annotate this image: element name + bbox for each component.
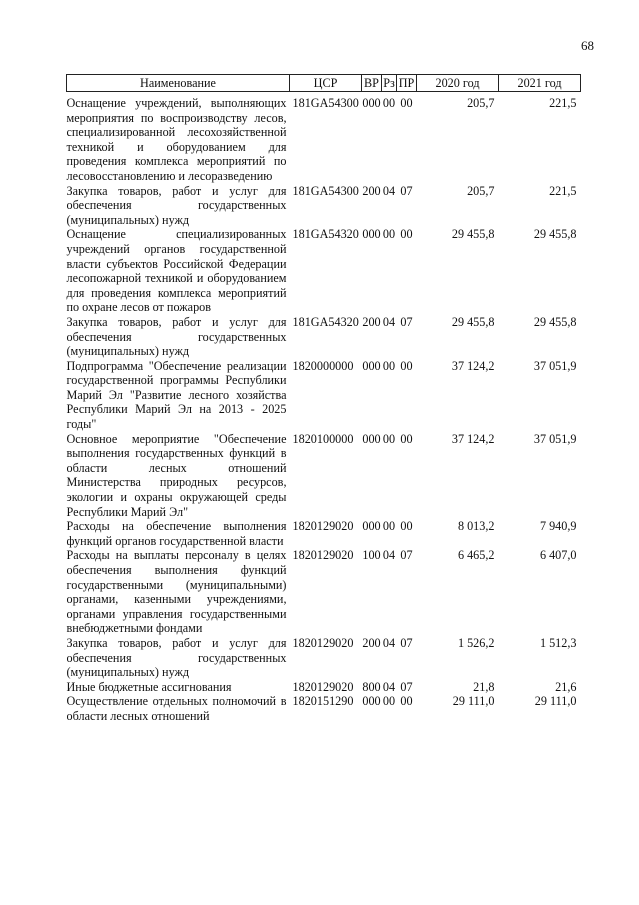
row-name: Закупка товаров, работ и услуг для обеспечения государственных (муниципальных) нужд	[66, 183, 287, 227]
row-rz-code: 00	[382, 96, 396, 110]
row-csr-code: 181GA54320	[292, 314, 359, 329]
row-rz-code: 00	[382, 227, 396, 242]
row-vr-code: 000	[362, 694, 381, 709]
row-amount-2020: 8 013,2	[457, 519, 495, 534]
row-name: Закупка товаров, работ и услуг для обеспечения государственных (муниципальных) нужд	[66, 314, 287, 359]
row-pr-code: 07	[400, 548, 413, 563]
row-pr-code: 00	[400, 519, 413, 534]
row-csr-code: 1820129020	[292, 635, 354, 650]
row-csr-code: 181GA54300	[292, 96, 359, 110]
row-amount-2020: 21,8	[473, 679, 495, 694]
row-name: Расходы на обеспечение выполнения функций органов государственной власти	[66, 519, 287, 548]
row-rz-code: 00	[382, 694, 396, 709]
table-row	[67, 227, 581, 315]
table-row	[67, 636, 581, 680]
row-amount-2021: 37 051,9	[533, 358, 577, 373]
row-name: Подпрограмма "Обеспечение реализации государственной программы Республики Марий Эл "Развитие лесного хозяйства Республики Марий Эл на 2013 - 2025 годы"	[66, 358, 287, 432]
row-amount-2020: 6 465,2	[457, 548, 495, 563]
row-rz-code: 00	[382, 358, 396, 373]
row-pr-code: 00	[400, 96, 413, 110]
row-rz-code: 00	[382, 431, 396, 446]
page-number: 68	[581, 38, 594, 53]
row-amount-2020: 29 111,0	[452, 694, 495, 709]
row-amount-2021: 221,5	[549, 96, 577, 110]
row-amount-2021: 1 512,3	[539, 635, 577, 650]
table-row	[67, 359, 581, 432]
table-row	[67, 548, 581, 636]
row-name: Иные бюджетные ассигнования	[66, 679, 232, 694]
row-vr-code: 000	[362, 358, 381, 373]
table-row	[67, 680, 581, 695]
row-vr-code: 100	[362, 548, 381, 563]
row-csr-code: 1820151290	[292, 694, 354, 709]
column-header-csr: ЦСР	[290, 75, 362, 92]
row-amount-2021: 29 455,8	[533, 227, 577, 242]
row-rz-code: 04	[382, 183, 396, 198]
row-vr-code: 000	[362, 96, 381, 110]
row-pr-code: 07	[400, 679, 413, 694]
row-csr-code: 1820129020	[292, 519, 354, 534]
row-amount-2020: 29 455,8	[451, 227, 495, 242]
row-csr-code: 181GA54320	[292, 227, 359, 242]
row-rz-code: 04	[382, 548, 396, 563]
row-name: Осуществление отдельных полномочий в области лесных отношений	[66, 694, 287, 723]
table-row	[67, 432, 581, 520]
row-amount-2020: 1 526,2	[457, 635, 495, 650]
row-name: Основное мероприятие "Обеспечение выполнения государственных функций в области лесных отношений Министерства природных ресурсов, экологии и охраны окружающей среды Республики Марий Эл"	[66, 431, 287, 519]
header-row	[67, 75, 581, 92]
row-amount-2021: 21,6	[555, 679, 577, 694]
row-rz-code: 00	[382, 519, 396, 534]
row-pr-code: 00	[400, 431, 413, 446]
row-pr-code: 00	[400, 694, 413, 709]
row-amount-2020: 29 455,8	[451, 314, 495, 329]
row-rz-code: 04	[382, 314, 396, 329]
row-rz-code: 04	[382, 635, 396, 650]
row-amount-2021: 6 407,0	[539, 548, 577, 563]
row-amount-2020: 205,7	[467, 183, 495, 198]
table-row	[67, 694, 581, 723]
row-pr-code: 07	[400, 183, 413, 198]
row-amount-2021: 29 111,0	[534, 694, 577, 709]
table-header	[67, 75, 581, 92]
table-row	[67, 184, 581, 228]
column-header-2020: 2020 год	[417, 75, 499, 92]
row-vr-code: 200	[362, 183, 381, 198]
column-header-vr: ВР	[362, 75, 382, 92]
row-csr-code: 181GA54300	[292, 183, 359, 198]
row-amount-2021: 37 051,9	[533, 431, 577, 446]
column-header-pr: ПР	[397, 75, 417, 92]
row-pr-code: 00	[400, 227, 413, 242]
row-amount-2020: 205,7	[467, 96, 495, 110]
column-header-2021: 2021 год	[499, 75, 581, 92]
table-row	[67, 96, 581, 184]
row-name: Оснащение специализированных учреждений органов государственной власти субъектов Российской Федерации лесопожарной техникой и оборудованием для проведения комплекса мероприятий по охране лесов от пожаров	[66, 227, 287, 315]
table-row	[67, 315, 581, 359]
row-vr-code: 200	[362, 314, 381, 329]
row-pr-code: 07	[400, 635, 413, 650]
table-row	[67, 519, 581, 548]
row-amount-2021: 29 455,8	[533, 314, 577, 329]
row-csr-code: 1820129020	[292, 548, 354, 563]
row-vr-code: 000	[362, 519, 381, 534]
row-amount-2020: 37 124,2	[451, 358, 495, 373]
table-body	[67, 92, 581, 724]
row-vr-code: 000	[362, 431, 381, 446]
row-csr-code: 1820000000	[292, 358, 354, 373]
row-name: Расходы на выплаты персоналу в целях обеспечения выполнения функций государственными (муниципальными) органами, казенными учреждениями, органами управления государственными внебюджетными фондами	[66, 548, 287, 636]
column-header-name: Наименование	[67, 75, 290, 92]
row-name: Оснащение учреждений, выполняющих мероприятия по воспроизводству лесов, специализированной лесохозяйственной техникой и оборудованием для проведения комплекса мероприятий по лесовосстановлению и лесоразведению	[66, 96, 287, 183]
row-pr-code: 00	[400, 358, 413, 373]
row-vr-code: 000	[362, 227, 381, 242]
row-csr-code: 1820129020	[292, 679, 354, 694]
row-vr-code: 200	[362, 635, 381, 650]
row-csr-code: 1820100000	[292, 431, 354, 446]
budget-table	[66, 74, 581, 724]
column-header-rz: Рз	[383, 75, 395, 90]
row-pr-code: 07	[400, 314, 413, 329]
row-amount-2021: 7 940,9	[539, 519, 577, 534]
row-amount-2020: 37 124,2	[451, 431, 495, 446]
row-rz-code: 04	[382, 679, 396, 694]
row-vr-code: 800	[362, 679, 381, 694]
row-name: Закупка товаров, работ и услуг для обеспечения государственных (муниципальных) нужд	[66, 635, 287, 680]
row-amount-2021: 221,5	[549, 183, 577, 198]
